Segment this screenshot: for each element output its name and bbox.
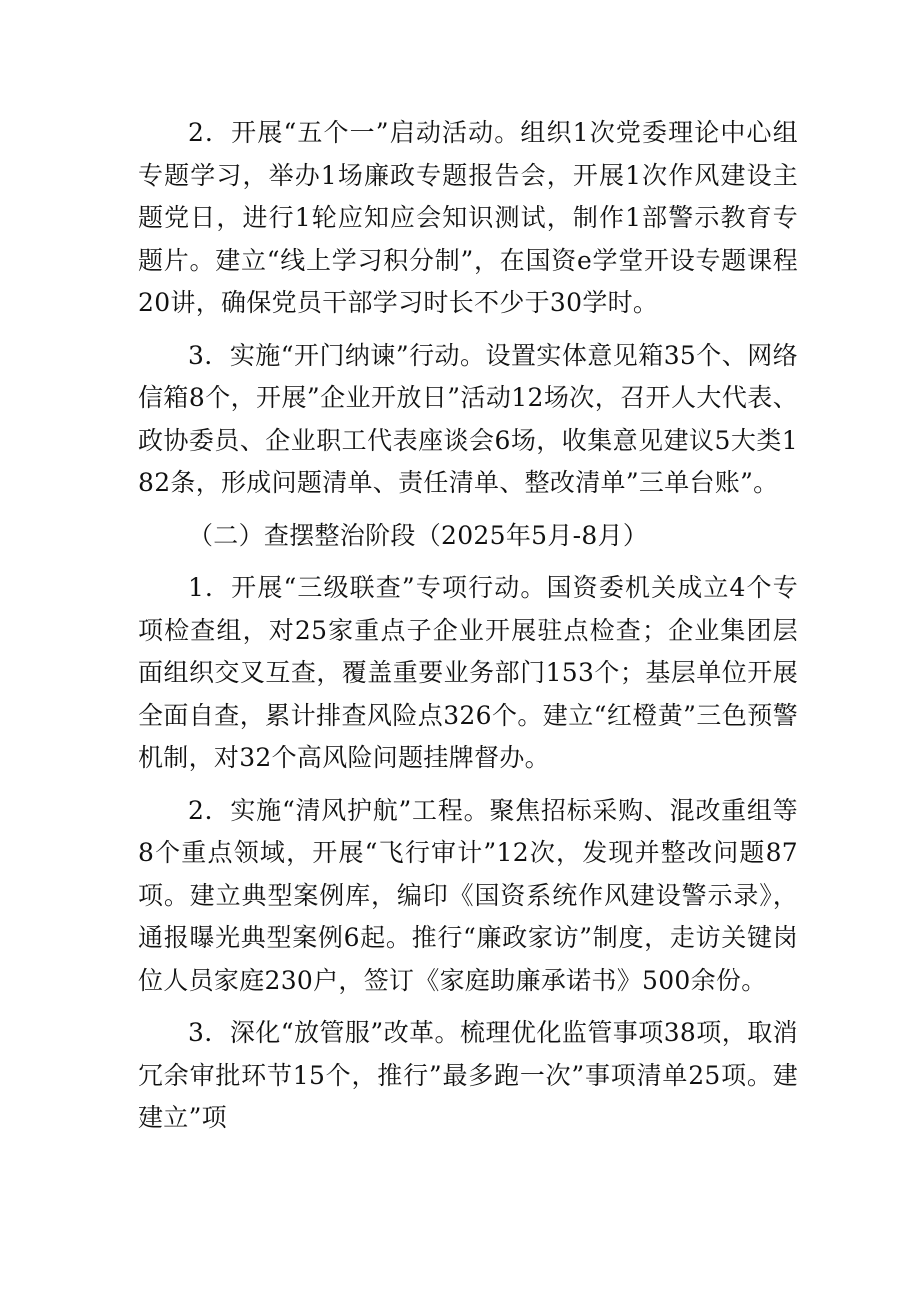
paragraph-five-ones: 2．开展“五个一”启动活动。组织1次党委理论中心组专题学习，举办1场廉政专题报告会，开展1次作风建设主题党日，进行1轮应知应会知识测试，制作1部警示教育专题片。建立“线上学习积分制”，在国资e学堂开设专题课程20讲，确保党员干部学习时长不少于30学时。 bbox=[138, 118, 798, 317]
paragraph-reform: 3．深化“放管服”改革。梳理优化监管事项38项，取消冗余审批环节15个，推行”最多跑一次”事项清单25项。建建立”项 bbox=[138, 1018, 798, 1132]
paragraph-clean-wind: 2．实施“清风护航”工程。聚焦招标采购、混改重组等8个重点领域，开展“飞行审计”12次，发现并整改问题87项。建立典型案例库，编印《国资系统作风建设警示录》，通报曝光典型案例6起。推行“廉政家访”制度，走访关键岗位人员家庭230户，签订《家庭助廉承诺书》500余份。 bbox=[138, 795, 798, 995]
paragraph-three-level-check: 1．开展“三级联查”专项行动。国资委机关成立4个专项检查组，对25家重点子企业开展驻点检查；企业集团层面组织交叉互查，覆盖重要业务部门153个；基层单位开展全面自查，累计排查风险点326个。建立“红橙黄”三色预警机制，对32个高风险问题挂牌督办。 bbox=[138, 573, 798, 772]
document-body bbox=[138, 112, 798, 1150]
paragraph-open-door: 3．实施“开门纳谏”行动。设置实体意见箱35个、网络信箱8个，开展”企业开放日”活动12场次，召开人大代表、政协委员、企业职工代表座谈会6场，收集意见建议5大类182条，形成问题清单、责任清单、整改清单”三单台账”。 bbox=[138, 340, 798, 497]
section-heading: （二）查摆整治阶段（2025年5月-8月） bbox=[188, 520, 649, 550]
